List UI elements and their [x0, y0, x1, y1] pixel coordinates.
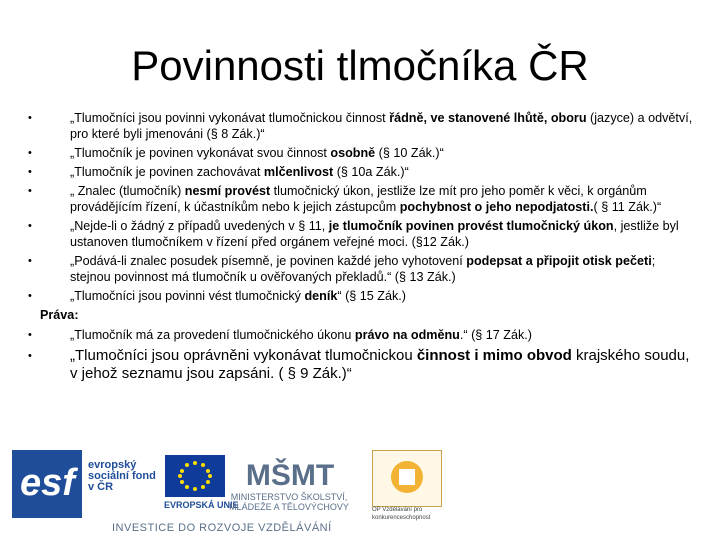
- bullet-icon: •: [28, 166, 32, 178]
- msmt-text: MINISTERSTVO ŠKOLSTVÍ, MLÁDEŽE A TĚLOVÝCHOVY: [229, 492, 349, 512]
- bullet-icon: •: [28, 290, 32, 302]
- op-logo-box: [372, 450, 442, 507]
- eu-flag-icon: [165, 455, 225, 497]
- op-text: OP Vzdělávání pro konkurenceschopnost: [372, 507, 431, 521]
- emphasis-text: nesmí provést: [184, 184, 271, 198]
- emphasis-text: osobně: [330, 146, 376, 160]
- emphasis-text: pochybnost o jeho nepodjatosti.: [399, 200, 594, 214]
- bullet-item-6: • „Podává-li znalec posudek písemně, je povinen každé jeho vyhotovení podepsat a připojit otisk pečeti; stejnou povinnost má tlumočník u ověřovaných překladů.“ (§ 13 Zák.): [28, 254, 656, 284]
- emphasis-text: právo na odměnu: [354, 328, 460, 342]
- slide-title: Povinnosti tlmočníka ČR: [131, 42, 589, 89]
- esf-logo-text: esf: [20, 462, 75, 504]
- section-label-prava: Práva:: [40, 308, 79, 322]
- emphasis-text: řádně, ve stanovené lhůtě, oboru: [389, 111, 587, 125]
- bullet-item-3: • „Tlumočník je povinen zachovávat mlčenlivost (§ 10a Zák.)“: [28, 165, 409, 179]
- right-item-large: • „Tlumočníci jsou oprávněni vykonávat tlumočnickou činnost i mimo obvod krajského soudu, v jehož seznamu jsou zapsáni. ( § 9 Zák.)“: [28, 347, 690, 382]
- eu-label: EVROPSKÁ UNIE: [164, 500, 239, 510]
- emphasis-text: činnost i mimo obvod: [416, 347, 572, 364]
- logo-strip: [0, 440, 720, 540]
- bullet-icon: •: [28, 147, 32, 159]
- bullet-item-7: • „Tlumočníci jsou povinni vést tlumočnický deník“ (§ 15 Zák.): [28, 289, 406, 303]
- bullet-icon: •: [28, 329, 32, 341]
- bullet-item-5: • „Nejde-li o žádný z případů uvedených v § 11, je tlumočník povinen provést tlumočnický úkon, jestliže byl ustanoven tlumočníkem v řízení před orgánem veřejné moci. (§12 Zák.): [28, 219, 679, 249]
- right-item-1: • „Tlumočník má za provedení tlumočnického úkonu právo na odměnu.“ (§ 17 Zák.): [28, 328, 532, 342]
- slide-content: [28, 110, 698, 386]
- bullet-icon: •: [28, 185, 32, 197]
- emphasis-text: je tlumočník povinen provést tlumočnický úkon: [328, 219, 614, 233]
- bullet-item-1: • „Tlumočníci jsou povinni vykonávat tlumočnickou činnost řádně, ve stanovené lhůtě, oboru (jazyce) a odvětví, pro které byli jmenováni (§ 8 Zák.)“: [28, 111, 693, 141]
- investment-slogan: INVESTICE DO ROZVOJE VZDĚLÁVÁNÍ: [112, 522, 332, 534]
- emphasis-text: mlčenlivost: [263, 165, 334, 179]
- esf-name: evropský sociální fond v ČR: [88, 459, 156, 493]
- bullet-item-2: • „Tlumočník je povinen vykonávat svou činnost osobně (§ 10 Zák.)“: [28, 146, 444, 160]
- msmt-mark: MŠMT: [245, 459, 335, 492]
- emphasis-text: podepsat a připojit otisk pečeti: [466, 254, 652, 268]
- bullet-icon: •: [28, 350, 32, 362]
- msmt-logo: [245, 450, 335, 495]
- bullet-icon: •: [28, 112, 32, 124]
- emphasis-text: deník: [304, 289, 338, 303]
- bullet-item-4: • „ Znalec (tlumočník) nesmí provést tlumočnický úkon, jestliže lze mít pro jeho poměr k věci, k orgánům provádějícím řízení, k účastníkům nebo k jejich zástupcům pochybnost o jeho nepodjatosti.( § 11 Zák.)“: [28, 184, 662, 214]
- bullet-icon: •: [28, 255, 32, 267]
- bullet-icon: •: [28, 220, 32, 232]
